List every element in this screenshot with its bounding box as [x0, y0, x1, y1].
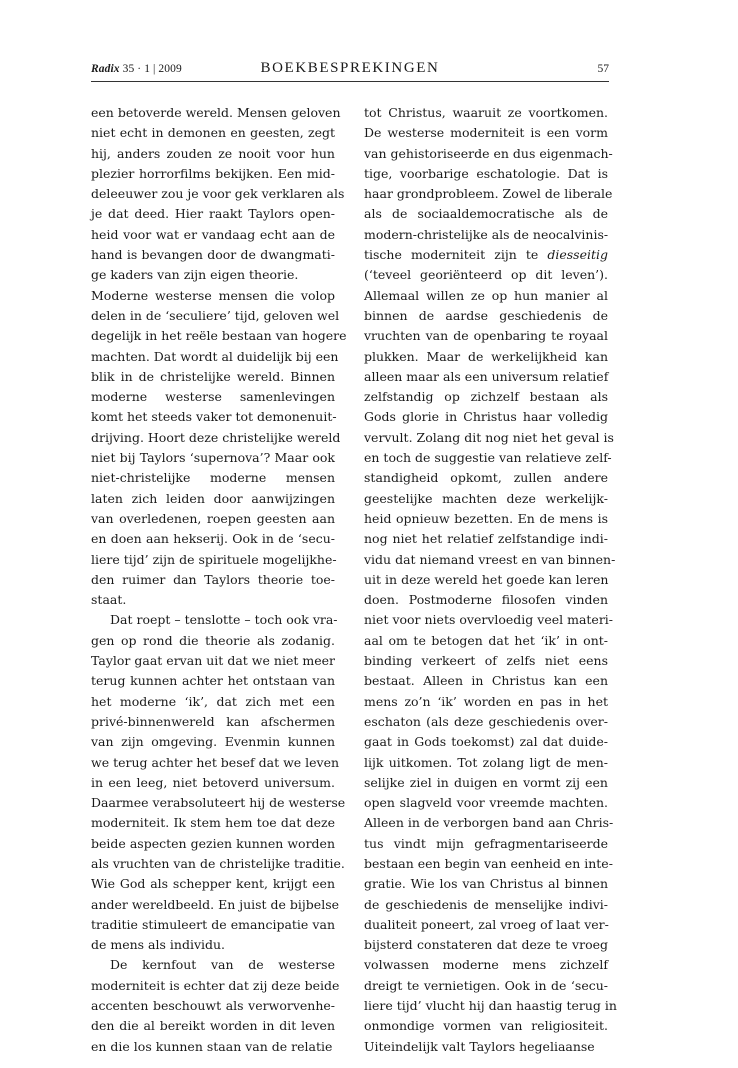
text-line: delen in de ‘seculiere’ tijd, geloven wel [91, 307, 340, 323]
text-line: privé-binnenwereld kan afschermen [91, 713, 335, 729]
text-line: drijving. Hoort deze christelijke wereld [91, 429, 341, 445]
text-line: liere tijd’ vlucht hij dan haastig terug in [364, 998, 617, 1014]
text-line: ge kaders van zijn eigen theorie. [91, 267, 299, 283]
text-line: doen. Postmoderne filosofen vinden [364, 592, 608, 608]
text-line: onmondige vormen van religiositeit. [364, 1018, 608, 1034]
text-line: vidu dat niemand vreest en van binnen- [364, 551, 616, 567]
text-line: De kernfout van de westerse [110, 957, 335, 973]
issue-number: 35 · 1 | 2009 [122, 63, 182, 75]
text-line: bijsterd constateren dat deze te vroeg [364, 937, 608, 953]
text-line: binnen de aardse geschiedenis de [364, 307, 608, 323]
text-line: moderniteit. Ik stem hem toe dat deze [91, 815, 335, 831]
text-line: een betoverde wereld. Mensen geloven [91, 105, 341, 120]
text-line: zelfstandig op zichzelf bestaan als [364, 389, 608, 405]
text-line: lijk uitkomen. Tot zolang ligt de men- [364, 754, 608, 770]
text-line: uit in deze wereld het goede kan leren [364, 571, 609, 587]
text-line: Wie God als schepper kent, krijgt een [91, 876, 335, 892]
text-line: heid voor wat er vandaag echt aan de [91, 226, 335, 242]
text-line: niet-christelijke moderne mensen [91, 470, 335, 486]
text-line: mens zo’n ‘ik’ worden en pas in het [364, 693, 608, 709]
text-line: liere tijd’ zijn de spirituele mogelijkhe- [91, 551, 337, 567]
text-line: (‘teveel georiënteerd op dit leven’). [364, 267, 608, 283]
text-line: modern-christelijke als de neocalvinis- [364, 226, 609, 242]
text-line: en doen aan hekserij. Ook in de ‘secu- [91, 531, 335, 547]
text-line: eschaton (als deze geschiedenis over- [364, 713, 608, 729]
text-line: degelijk in het reële bestaan van hogere [91, 328, 347, 344]
text-line: van gehistoriseerde en dus eigenmach- [364, 145, 613, 161]
text-line: tische moderniteit zijn te diesseitig [364, 247, 608, 263]
text-line: tus vindt mijn gefragmentariseerde [364, 835, 608, 851]
text-line: niet echt in demonen en geesten, zegt [91, 125, 335, 141]
section-title: BOEKBESPREKINGEN [260, 60, 440, 76]
text-line: als de sociaaldemocratische als de [364, 206, 608, 222]
text-line: den die al bereikt worden in dit leven [91, 1018, 335, 1034]
text-line: den ruimer dan Taylors theorie toe- [91, 571, 335, 587]
text-line: plezier horrorfilms bekijken. Een mid- [91, 165, 335, 181]
running-header [91, 60, 609, 82]
text-line: traditie stimuleert de emancipatie van [91, 916, 335, 932]
text-line: tot Christus, waaruit ze voortkomen. [364, 105, 608, 120]
text-line: volwassen moderne mens zichzelf [364, 957, 608, 973]
text-line: we terug achter het besef dat we leven [91, 754, 340, 770]
text-line: Moderne westerse mensen die volop [91, 287, 335, 303]
right-column [364, 103, 617, 1057]
text-line: selijke ziel in duigen en vormt zij een [364, 774, 608, 790]
left-column [91, 103, 347, 1057]
text-line: De westerse moderniteit is een vorm [364, 125, 608, 141]
text-line: en toch de suggestie van relatieve zelf- [364, 450, 612, 466]
page-number: 57 [597, 63, 609, 75]
text-line: accenten beschouwt als verworvenhe- [91, 998, 335, 1014]
text-line: moderniteit is echter dat zij deze beide [91, 977, 340, 993]
text-line: blik in de christelijke wereld. Binnen [91, 368, 335, 384]
text-line: komt het steeds vaker tot demonenuit- [91, 409, 337, 425]
text-line: en die los kunnen staan van de relatie [91, 1038, 333, 1054]
text-line: staat. [91, 592, 127, 608]
text-line: aal om te betogen dat het ‘ik’ in ont- [364, 632, 608, 648]
text-line: bestaan een begin van eenheid en inte- [364, 855, 613, 871]
text-line: het moderne ‘ik’, dat zich met een [91, 693, 335, 709]
text-line: open slagveld voor vreemde machten. [364, 795, 608, 811]
text-line: Allemaal willen ze op hun manier al [364, 287, 608, 303]
text-line: terug kunnen achter het ontstaan van [91, 673, 335, 689]
text-line: plukken. Maar de werkelijkheid kan [364, 348, 608, 364]
text-line: Taylor gaat ervan uit dat we niet meer [91, 653, 335, 669]
text-line: machten. Dat wordt al duidelijk bij een [91, 348, 339, 364]
text-line: Gods glorie in Christus haar volledig [364, 409, 608, 425]
text-line: vruchten van de openbaring te royaal [364, 328, 608, 344]
text-line: laten zich leiden door aanwijzingen [91, 490, 335, 506]
text-line: hand is bevangen door de dwangmati- [91, 247, 335, 263]
text-line: van overledenen, roepen geesten aan [91, 510, 335, 526]
header-rule [91, 81, 609, 82]
text-line: haar grondprobleem. Zowel de liberale [364, 186, 613, 202]
text-line: de geschiedenis de menselijke indivi- [364, 896, 608, 912]
text-line: geestelijke machten deze werkelijk- [364, 490, 608, 506]
text-line: hij, anders zouden ze nooit voor hun [91, 145, 335, 161]
text-line: nog niet het relatief zelfstandige indi- [364, 531, 608, 547]
text-line: binding verkeert of zelfs niet eens [364, 653, 608, 669]
text-line: ander wereldbeeld. En juist de bijbelse [91, 896, 340, 912]
text-line: gratie. Wie los van Christus al binnen [364, 876, 608, 892]
text-line: in een leeg, niet betoverd universum. [91, 774, 335, 790]
text-line: de mens als individu. [91, 937, 226, 953]
text-line: Dat roept – tenslotte – toch ook vra- [110, 612, 338, 628]
text-line: gaat in Gods toekomst) zal dat duide- [364, 734, 608, 750]
text-line: moderne westerse samenlevingen [91, 389, 335, 405]
journal-name: Radix [91, 63, 120, 75]
text-line: deleeuwer zou je voor gek verklaren als [91, 186, 345, 202]
text-line: van zijn omgeving. Evenmin kunnen [91, 734, 335, 750]
text-line: alleen maar als een universum relatief [364, 368, 609, 384]
text-line: beide aspecten gezien kunnen worden [91, 835, 335, 851]
text-line: dreigt te vernietigen. Ook in de ‘secu- [364, 977, 608, 993]
text-line: Daarmee verabsoluteert hij de westerse [91, 795, 346, 811]
text-line: als vruchten van de christelijke traditie. [91, 855, 345, 871]
text-line: tige, voorbarige eschatologie. Dat is [364, 165, 608, 181]
text-line: Alleen in de verborgen band aan Chris- [364, 815, 614, 831]
text-line: dualiteit poneert, zal vroeg of laat ver- [364, 916, 609, 932]
text-line: niet voor niets overvloedig veel materi- [364, 612, 614, 628]
text-line: bestaat. Alleen in Christus kan een [364, 673, 608, 689]
text-line: niet bij Taylors ‘supernova’? Maar ook [91, 450, 335, 466]
text-line: vervult. Zolang dit nog niet het geval is [364, 429, 614, 445]
text-line: je dat deed. Hier raakt Taylors open- [91, 206, 335, 222]
text-line: gen op rond die theorie als zodanig. [91, 632, 335, 648]
text-line: heid opnieuw bezetten. En de mens is [364, 510, 608, 526]
text-line: standigheid opkomt, zullen andere [364, 470, 608, 486]
text-line: Uiteindelijk valt Taylors hegeliaanse [364, 1038, 595, 1054]
